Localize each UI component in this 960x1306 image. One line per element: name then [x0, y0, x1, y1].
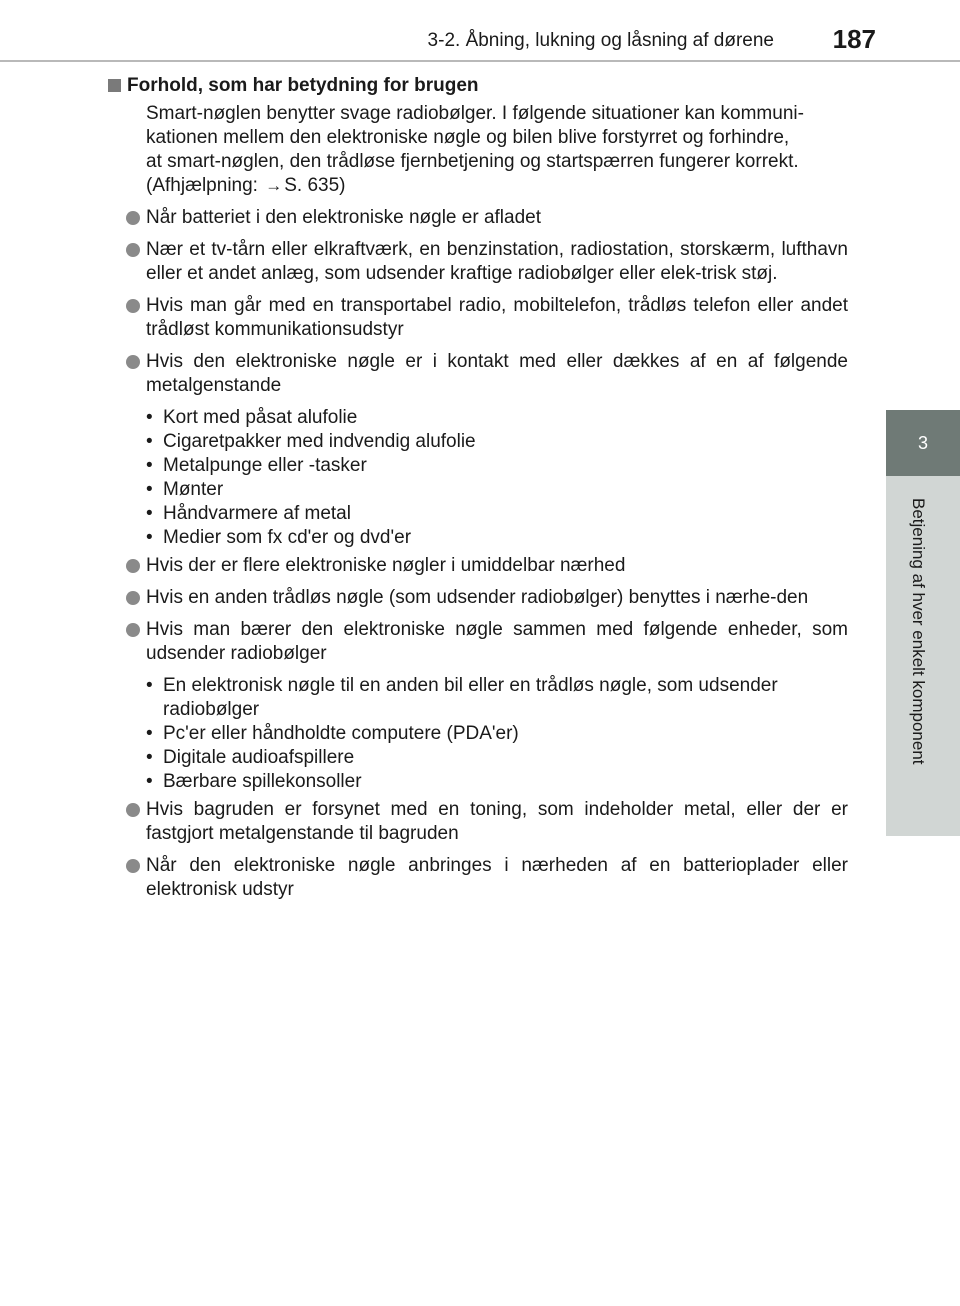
bullet-text: Hvis en anden trådløs nøgle (som udsender radiobølger) benyttes i nærhe-den: [146, 587, 809, 608]
circle-bullet-icon: [126, 211, 140, 225]
bullet-item: [108, 554, 848, 578]
list-item: • Medier som fx cd'er og dvd'er: [146, 526, 848, 550]
bullet-text: Hvis der er flere elektroniske nøgler i umiddelbar nærhed: [146, 555, 626, 576]
metal-objects-list: [146, 406, 848, 550]
bullet-item: [108, 294, 848, 342]
circle-bullet-icon: [126, 559, 140, 573]
circle-bullet-icon: [126, 299, 140, 313]
list-item: • Metalpunge eller -tasker: [146, 454, 848, 478]
remedy-prefix: (Afhjælpning:: [146, 175, 258, 196]
bullet-item: [108, 238, 848, 286]
intro-line: Smart-nøglen benytter svage radiobølger. I følgende situationer kan kommuni-: [146, 103, 804, 124]
circle-bullet-icon: [126, 803, 140, 817]
arrow-right-icon: →: [265, 176, 283, 195]
page-content: [108, 74, 848, 910]
bullet-text: Hvis man går med en transportabel radio, mobiltelefon, trådløs telefon eller andet trådløst kommunikationsudstyr: [146, 295, 848, 340]
radio-devices-list: [146, 674, 848, 794]
list-item: • Mønter: [146, 478, 848, 502]
bullet-item: [108, 798, 848, 846]
bullet-text: Nær et tv-tårn eller elkraftværk, en benzinstation, radiostation, storskærm, lufthavn eller et andet anlæg, som udsender kraftige radiobølger eller elek-trisk støj.: [146, 239, 848, 284]
section-heading-text: Forhold, som har betydning for brugen: [127, 75, 479, 96]
remedy-line: [146, 174, 848, 198]
circle-bullet-icon: [126, 859, 140, 873]
list-item: • Digitale audioafspillere: [146, 746, 848, 770]
chapter-tab: [886, 410, 960, 476]
bullet-text: Hvis man bærer den elektroniske nøgle sammen med følgende enheder, som udsender radiobølger: [146, 619, 848, 664]
intro-line: kationen mellem den elektroniske nøgle og bilen blive forstyrret og forhindre,: [146, 127, 790, 148]
bullet-text: Hvis bagruden er forsynet med en toning, som indeholder metal, eller der er fastgjort metalgenstande til bagruden: [146, 799, 848, 844]
chapter-title: 3-2. Åbning, lukning og låsning af dørene: [427, 30, 774, 51]
page-header: [0, 0, 960, 62]
header-divider: [0, 60, 960, 62]
bullet-text: Hvis den elektroniske nøgle er i kontakt med eller dækkes af en af følgende metalgenstande: [146, 351, 848, 396]
square-bullet-icon: [108, 79, 121, 92]
remedy-reference: S. 635): [284, 175, 346, 196]
bullet-text: Når den elektroniske nøgle anbringes i nærheden af en batterioplader eller elektronisk udstyr: [146, 855, 848, 900]
chapter-tab-label: Betjening af hver enkelt komponent: [909, 498, 928, 765]
intro-paragraph: [146, 102, 848, 198]
chapter-number: 3: [917, 432, 928, 453]
circle-bullet-icon: [126, 623, 140, 637]
page-number: 187: [832, 24, 876, 54]
list-item: • Håndvarmere af metal: [146, 502, 848, 526]
list-item: • Pc'er eller håndholdte computere (PDA'er): [146, 722, 848, 746]
circle-bullet-icon: [126, 243, 140, 257]
bullet-item: [108, 206, 848, 230]
list-item: • Bærbare spillekonsoller: [146, 770, 848, 794]
bullet-text: Når batteriet i den elektroniske nøgle er afladet: [146, 207, 541, 228]
bullet-item: [108, 350, 848, 398]
list-item: • En elektronisk nøgle til en anden bil eller en trådløs nøgle, som udsender radiobølger: [146, 674, 848, 722]
bullet-item: [108, 854, 848, 902]
circle-bullet-icon: [126, 355, 140, 369]
list-item: • Cigaretpakker med indvendig alufolie: [146, 430, 848, 454]
section-heading: [108, 74, 848, 98]
list-item: • Kort med påsat alufolie: [146, 406, 848, 430]
intro-line: at smart-nøglen, den trådløse fjernbetjening og startspærren fungerer korrekt.: [146, 151, 799, 172]
bullet-item: [108, 618, 848, 666]
circle-bullet-icon: [126, 591, 140, 605]
bullet-item: [108, 586, 848, 610]
